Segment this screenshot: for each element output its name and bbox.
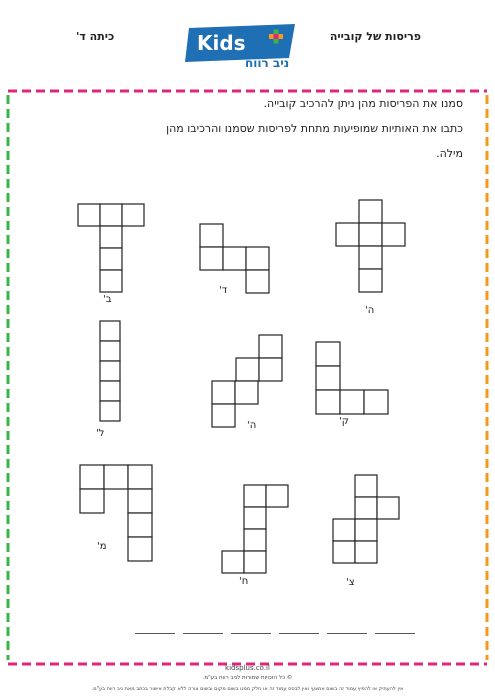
net-label: ד' — [219, 285, 228, 296]
net-dalet — [200, 224, 269, 293]
net-bet — [78, 204, 144, 292]
net-het — [222, 485, 288, 573]
net-label: צ' — [346, 577, 355, 588]
logo-text: Kids — [197, 31, 246, 55]
net-label: ק' — [339, 416, 349, 427]
instruction-line-3: מילה. — [436, 147, 463, 160]
net-label: ב' — [103, 294, 112, 305]
answer-blank[interactable] — [135, 633, 175, 634]
net-mem — [80, 465, 152, 561]
instruction-line-2: כתבו את האותיות שמופיעות מתחת לפריסות שסמנו והרכיבו מהן — [166, 122, 463, 135]
answer-blank[interactable] — [183, 633, 223, 634]
net-label: ל' — [96, 428, 105, 439]
net-label: ח' — [239, 576, 249, 587]
net-label: ה' — [247, 420, 257, 431]
grade-label: כיתה ד' — [76, 30, 115, 43]
answer-blank[interactable] — [375, 633, 415, 634]
net-kof — [316, 342, 388, 414]
answer-blank[interactable] — [327, 633, 367, 634]
net-lamed — [100, 321, 120, 421]
net-label: מ' — [97, 541, 107, 552]
footer-notice: אין להעתיק או להפיץ עמוד זה בשום אמצעי ואין לבסס עמוד זה או חלק ממנו בשום מקום ובשום צורה ללא קבלת אישור בכתב מאת ניב רווח בע"מ. — [91, 686, 404, 692]
instruction-line-1: סמנו את הפריסות מהן ניתן להרכיב קובייה. — [263, 97, 463, 110]
net-label: ה' — [365, 305, 375, 316]
footer-copyright: © כל הזכויות שמורות לניב רווח בע"מ. — [202, 675, 293, 681]
answer-blank[interactable] — [279, 633, 319, 634]
answer-blank[interactable] — [231, 633, 271, 634]
net-he-2 — [212, 335, 282, 427]
footer-url: kidsplus.co.il — [225, 664, 270, 672]
logo-subtitle: ניב רווח — [245, 56, 290, 70]
net-he-1 — [336, 200, 405, 292]
net-tsadi — [333, 475, 399, 563]
worksheet-title: פריסות של קובייה — [329, 30, 421, 43]
